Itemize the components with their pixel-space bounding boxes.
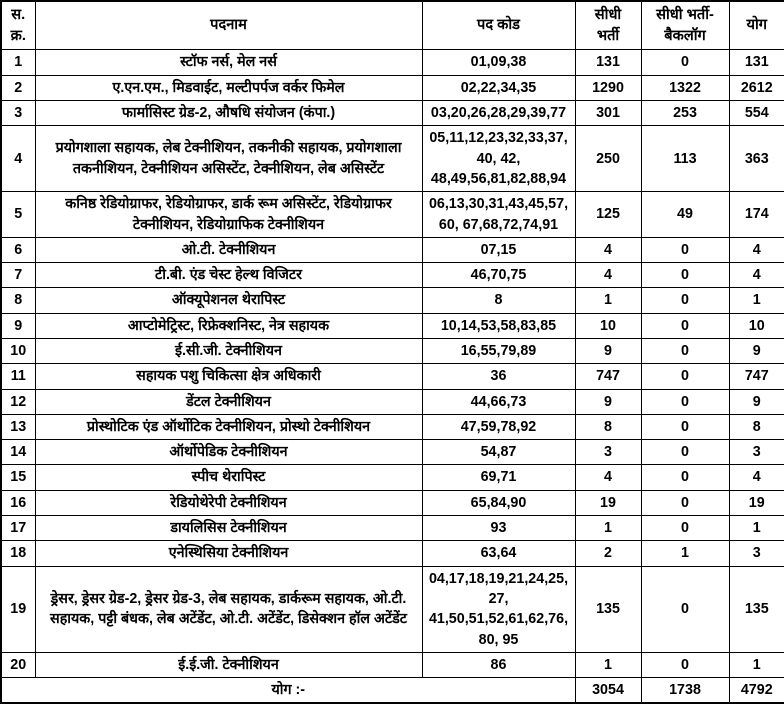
row-post-name: स्पीच थेरापिस्ट [35,465,422,490]
table-row [1,364,784,389]
backlog-header-line1: सीधी भर्ती- [656,7,714,23]
table-row [1,440,784,465]
row-backlog: 0 [641,339,729,364]
table-row [1,339,784,364]
table-row [1,516,784,541]
table-header [1,1,784,50]
row-serial-number: 1 [1,50,35,75]
table-row [1,101,784,126]
row-serial-number: 2 [1,75,35,100]
row-post-code: 69,71 [422,465,575,490]
table-row [1,126,784,192]
row-post-name: कनिष्ठ रेडियोग्राफर, रेडियोग्राफर, डार्क रूम असिस्टेंट, रेडियोग्राफर टेक्नीशियन, रेडियोग्राफिक टेक्नीशियन [35,192,422,238]
row-post-name: एनेस्थिसिया टेक्नीशियन [35,541,422,566]
row-direct-recruitment: 8 [575,414,641,439]
row-post-name: ई.ई.जी. टेक्नीशियन [35,652,422,677]
row-backlog: 0 [641,490,729,515]
row-post-code: 86 [422,652,575,677]
row-serial-number: 4 [1,126,35,192]
row-direct-recruitment: 125 [575,192,641,238]
row-direct-recruitment: 2 [575,541,641,566]
row-post-code: 63,64 [422,541,575,566]
row-post-code: 65,84,90 [422,490,575,515]
header-row [1,1,784,50]
row-post-code: 03,20,26,28,29,39,77 [422,101,575,126]
table-row [1,541,784,566]
row-post-code: 8 [422,288,575,313]
row-serial-number: 18 [1,541,35,566]
row-direct-recruitment: 135 [575,566,641,652]
direct-header-line1: सीधी [594,7,622,23]
table-row [1,263,784,288]
row-serial-number: 19 [1,566,35,652]
row-post-code: 06,13,30,31,43,45,57,60, 67,68,72,74,91 [422,192,575,238]
row-backlog: 113 [641,126,729,192]
row-direct-recruitment: 3 [575,440,641,465]
table-footer [1,678,784,704]
row-serial-number: 3 [1,101,35,126]
row-post-code: 02,22,34,35 [422,75,575,100]
row-post-name: ई.सी.जी. टेक्नीशियन [35,339,422,364]
row-total: 19 [729,490,784,515]
row-direct-recruitment: 301 [575,101,641,126]
row-backlog: 49 [641,192,729,238]
column-header-direct-recruitment [575,1,641,50]
row-serial-number: 8 [1,288,35,313]
row-post-code: 36 [422,364,575,389]
row-serial-number: 13 [1,414,35,439]
row-total: 4 [729,237,784,262]
row-backlog: 0 [641,414,729,439]
row-total: 2612 [729,75,784,100]
row-post-name: आप्टोमेट्रिस्ट, रिफ्रेक्शनिस्ट, नेत्र सहायक [35,313,422,338]
row-post-name: ऑर्थोपेडिक टेक्नीशियन [35,440,422,465]
row-post-name: सहायक पशु चिकित्सा क्षेत्र अधिकारी [35,364,422,389]
row-post-name: प्रोस्थोटिक एंड ऑर्थोटिक टेक्नीशियन, प्रोस्थो टेक्नीशियन [35,414,422,439]
row-total: 10 [729,313,784,338]
row-serial-number: 6 [1,237,35,262]
row-total: 1 [729,652,784,677]
table-row [1,237,784,262]
table-row [1,490,784,515]
row-backlog: 0 [641,440,729,465]
row-total: 1 [729,516,784,541]
row-post-code: 44,66,73 [422,389,575,414]
column-header-backlog [641,1,729,50]
table-row [1,313,784,338]
row-post-name: प्रयोगशाला सहायक, लेब टेक्नीशियन, तकनीकी सहायक, प्रयोगशाला तकनीशियन, टेक्नीशियन असिस्टेंट, टेक्नीशियन, लेब असिस्टेंट [35,126,422,192]
table-row [1,652,784,677]
row-post-name: टी.बी. एंड चेस्ट हेल्थ विजिटर [35,263,422,288]
row-backlog: 0 [641,389,729,414]
grand-total-sum: 4792 [729,678,784,704]
row-total: 9 [729,389,784,414]
row-post-name: डेंटल टेक्नीशियन [35,389,422,414]
row-serial-number: 17 [1,516,35,541]
row-direct-recruitment: 4 [575,237,641,262]
row-backlog: 0 [641,465,729,490]
row-serial-number: 14 [1,440,35,465]
row-total: 363 [729,126,784,192]
row-direct-recruitment: 1290 [575,75,641,100]
row-backlog: 0 [641,566,729,652]
row-post-code: 16,55,79,89 [422,339,575,364]
row-total: 1 [729,288,784,313]
row-post-name: ऑक्यूपेशनल थेरापिस्ट [35,288,422,313]
row-direct-recruitment: 4 [575,465,641,490]
row-direct-recruitment: 9 [575,339,641,364]
table-row [1,465,784,490]
column-header-post-code: पद कोड [422,1,575,50]
row-direct-recruitment: 747 [575,364,641,389]
row-direct-recruitment: 131 [575,50,641,75]
row-total: 3 [729,541,784,566]
grand-total-label: योग :- [1,678,575,704]
table-row [1,50,784,75]
row-direct-recruitment: 9 [575,389,641,414]
table-row [1,288,784,313]
grand-total-backlog: 1738 [641,678,729,704]
row-post-name: रेडियोथेरेपी टेक्नीशियन [35,490,422,515]
row-post-code: 05,11,12,23,32,33,37,40, 42, 48,49,56,81,82,88,94 [422,126,575,192]
row-backlog: 0 [641,364,729,389]
row-total: 174 [729,192,784,238]
row-direct-recruitment: 19 [575,490,641,515]
row-post-code: 46,70,75 [422,263,575,288]
row-post-code: 04,17,18,19,21,24,25,27, 41,50,51,52,61,62,76,80, 95 [422,566,575,652]
row-post-name: स्टॉफ नर्स, मेल नर्स [35,50,422,75]
row-backlog: 0 [641,50,729,75]
row-direct-recruitment: 1 [575,652,641,677]
row-direct-recruitment: 1 [575,516,641,541]
table-row [1,566,784,652]
row-total: 8 [729,414,784,439]
column-header-post-name: पदनाम [35,1,422,50]
column-header-total: योग [729,1,784,50]
table-row [1,389,784,414]
row-serial-number: 20 [1,652,35,677]
serial-header-line2: क्र. [10,27,26,44]
row-total: 4 [729,465,784,490]
row-post-name: फार्मासिस्ट ग्रेड-2, औषधि संयोजन (कंपा.) [35,101,422,126]
row-total: 3 [729,440,784,465]
row-post-name: ड्रेसर, ड्रेसर ग्रेड-2, ड्रेसर ग्रेड-3, लेब सहायक, डार्करूम सहायक, ओ.टी. सहायक, पट्टी बंधक, लेब अटेंडेंट, ओ.टी. अटेंडेंट, डिसेक्शन हॉल अटेंडेंट [35,566,422,652]
table-row [1,414,784,439]
row-total: 4 [729,263,784,288]
row-backlog: 0 [641,516,729,541]
row-post-code: 01,09,38 [422,50,575,75]
row-post-name: ओ.टी. टेक्नीशियन [35,237,422,262]
row-direct-recruitment: 4 [575,263,641,288]
row-post-code: 93 [422,516,575,541]
row-backlog: 0 [641,652,729,677]
row-post-name: ए.एन.एम., मिडवाईट, मल्टीपर्पज वर्कर फिमेल [35,75,422,100]
backlog-header-line2: बैकलॉग [664,27,706,44]
row-backlog: 1 [641,541,729,566]
serial-header-line1: स. [11,7,26,23]
row-serial-number: 10 [1,339,35,364]
row-serial-number: 16 [1,490,35,515]
row-direct-recruitment: 10 [575,313,641,338]
row-direct-recruitment: 1 [575,288,641,313]
row-serial-number: 12 [1,389,35,414]
row-total: 747 [729,364,784,389]
row-serial-number: 15 [1,465,35,490]
row-serial-number: 11 [1,364,35,389]
row-post-code: 10,14,53,58,83,85 [422,313,575,338]
column-header-serial-number [1,1,35,50]
row-serial-number: 9 [1,313,35,338]
table-row [1,192,784,238]
row-serial-number: 7 [1,263,35,288]
grand-total-row [1,678,784,704]
row-direct-recruitment: 250 [575,126,641,192]
row-post-code: 07,15 [422,237,575,262]
row-post-code: 47,59,78,92 [422,414,575,439]
row-backlog: 0 [641,263,729,288]
row-total: 131 [729,50,784,75]
row-post-name: डायलिसिस टेक्नीशियन [35,516,422,541]
row-backlog: 0 [641,313,729,338]
row-total: 9 [729,339,784,364]
grand-total-direct: 3054 [575,678,641,704]
row-backlog: 0 [641,288,729,313]
table-body [1,50,784,678]
row-backlog: 1322 [641,75,729,100]
direct-header-line2: भर्ती [596,27,620,44]
row-backlog: 0 [641,237,729,262]
row-backlog: 253 [641,101,729,126]
row-serial-number: 5 [1,192,35,238]
row-post-code: 54,87 [422,440,575,465]
row-total: 554 [729,101,784,126]
row-total: 135 [729,566,784,652]
table-row [1,75,784,100]
